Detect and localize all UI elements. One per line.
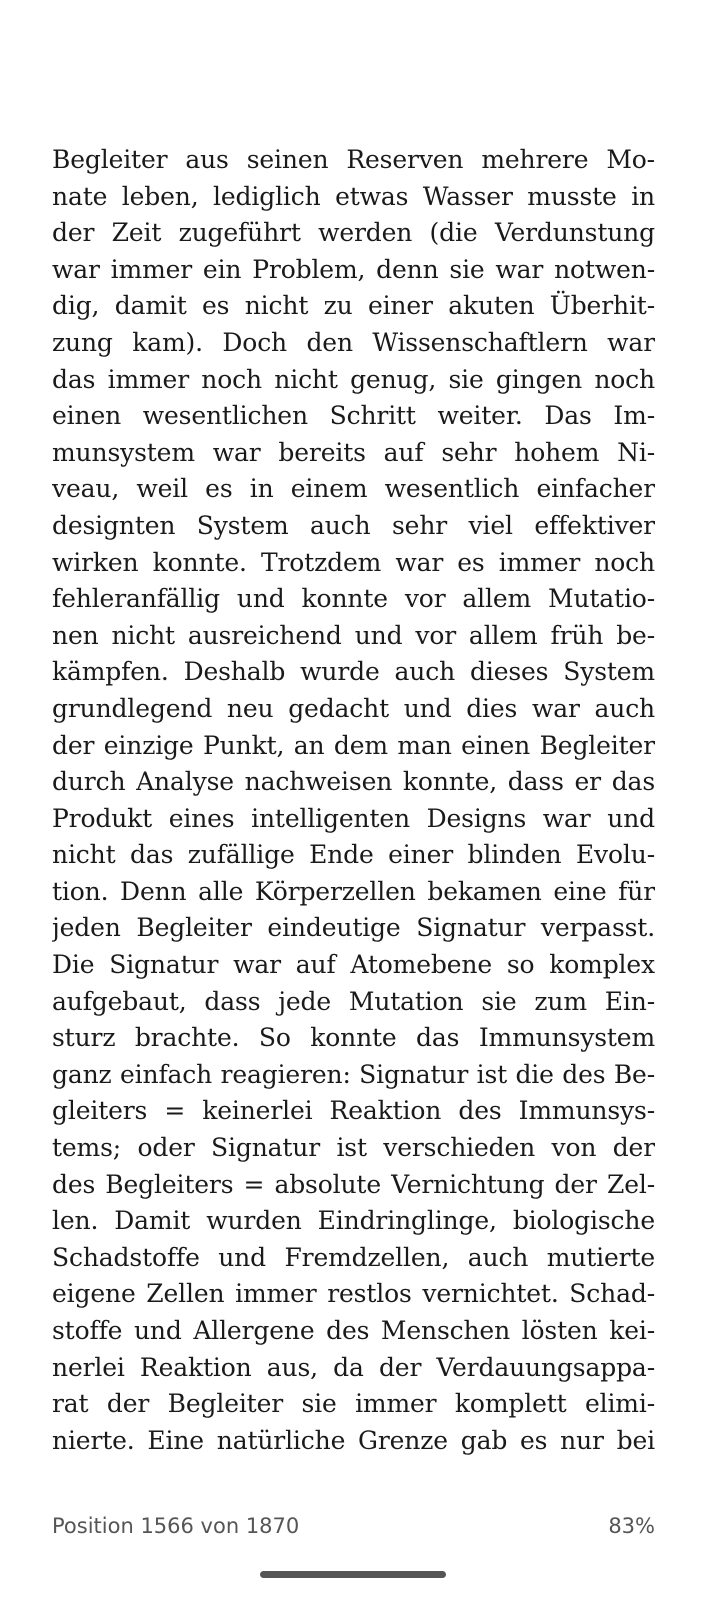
text-line: ganz einfach reagieren: Signatur ist die des Be- — [52, 1059, 655, 1089]
text-line: len. Damit wurden Eindringlinge, biologische — [52, 1206, 655, 1236]
text-line: eigene Zellen immer restlos vernichtet. Schad- — [52, 1279, 655, 1309]
reading-percent: 83% — [608, 1514, 655, 1538]
text-line: durch Analyse nachweisen konnte, dass er das — [52, 767, 655, 797]
text-line: grundlegend neu gedacht und dies war auch — [52, 693, 655, 723]
text-line: dig, damit es nicht zu einer akuten Überhit- — [52, 291, 655, 321]
text-line: nen nicht ausreichend und vor allem früh be- — [52, 620, 655, 650]
text-line: nierte. Eine natürliche Grenze gab es nur bei — [52, 1425, 655, 1455]
text-line: wirken konnte. Trotzdem war es immer noch — [52, 547, 655, 577]
text-line: sturz brachte. So konnte das Immunsystem — [52, 1023, 655, 1053]
text-line: designten System auch sehr viel effektiver — [52, 510, 655, 540]
text-line: aufgebaut, dass jede Mutation sie zum Ein- — [52, 986, 655, 1016]
text-line: Schadstoffe und Fremdzellen, auch mutierte — [52, 1242, 655, 1272]
text-line: der einzige Punkt, an dem man einen Begleiter — [52, 730, 655, 760]
text-line: jeden Begleiter eindeutige Signatur verpasst. — [52, 913, 655, 943]
text-line: war immer ein Problem, denn sie war notwen- — [52, 254, 655, 284]
text-line: zung kam). Doch den Wissenschaftlern war — [52, 327, 655, 357]
text-line: nicht das zufällige Ende einer blinden Evolu- — [52, 840, 655, 870]
text-line: tion. Denn alle Körperzellen bekamen eine für — [52, 876, 655, 906]
text-line: Produkt eines intelligenten Designs war und — [52, 803, 655, 833]
text-line: Begleiter aus seinen Reserven mehrere Mo- — [52, 145, 655, 174]
text-line: das immer noch nicht genug, sie gingen noch — [52, 364, 655, 394]
reading-position[interactable]: Position 1566 von 1870 — [52, 1514, 300, 1538]
text-line: stoffe und Allergene des Menschen lösten kei- — [52, 1316, 655, 1345]
text-line: rat der Begleiter sie immer komplett elimi- — [52, 1389, 655, 1419]
reading-progress-footer — [52, 1512, 655, 1544]
text-line: nate leben, lediglich etwas Wasser musste in — [52, 181, 655, 211]
book-text — [52, 142, 655, 1459]
text-line: tems; oder Signatur ist verschieden von der — [52, 1133, 655, 1163]
text-line: der Zeit zugeführt werden (die Verdunstung — [52, 218, 655, 248]
text-line: Die Signatur war auf Atomebene so komplex — [52, 950, 655, 980]
text-line: veau, weil es in einem wesentlich einfacher — [52, 474, 655, 504]
text-line: gleiters = keinerlei Reaktion des Immunsys- — [52, 1096, 655, 1126]
home-indicator-bar[interactable] — [260, 1571, 446, 1578]
text-line: fehleranfällig und konnte vor allem Mutatio- — [52, 584, 655, 614]
text-line: kämpfen. Deshalb wurde auch dieses System — [52, 657, 655, 687]
text-line: des Begleiters = absolute Vernichtung der Zel- — [52, 1169, 655, 1199]
text-line: nerlei Reaktion aus, da der Verdauungsappa- — [52, 1352, 655, 1382]
text-line: einen wesentlichen Schritt weiter. Das Im- — [52, 401, 655, 431]
text-line: munsystem war bereits auf sehr hohem Ni- — [52, 437, 655, 467]
